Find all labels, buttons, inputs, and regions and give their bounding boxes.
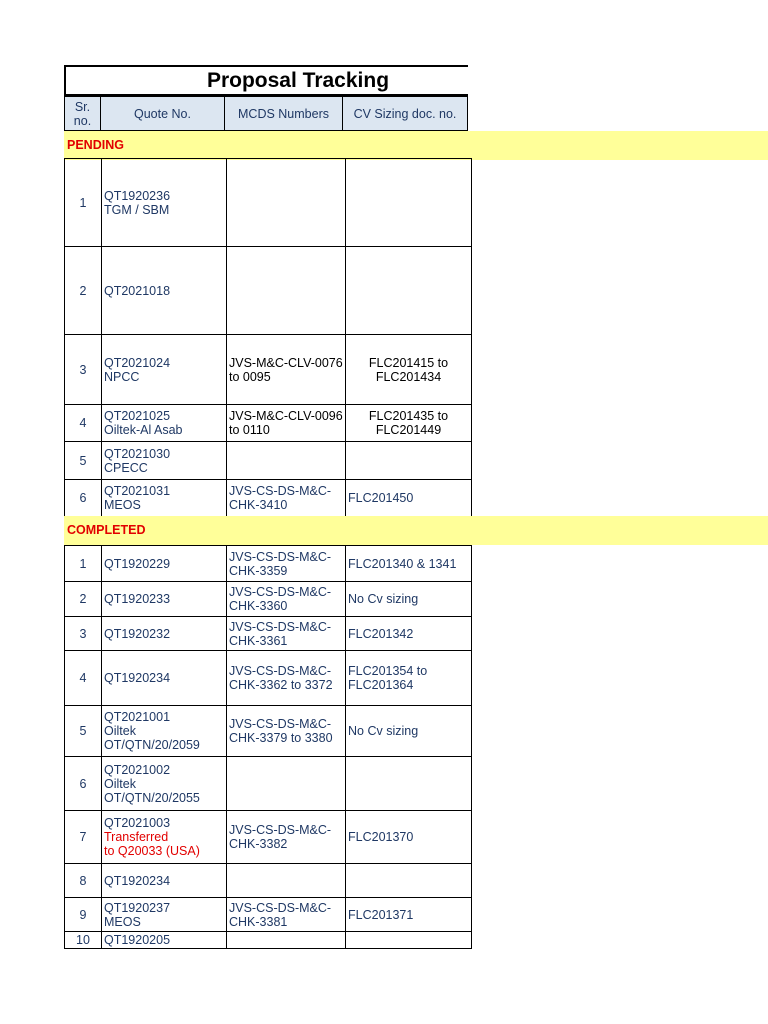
cell-line: QT2021024 (104, 355, 171, 370)
mcds-cell (227, 617, 346, 651)
cell-line: CHK-3381 (229, 914, 288, 929)
cell-line: Transferred (104, 830, 169, 844)
quote-cell (102, 442, 227, 480)
cell-line: QT1920233 (104, 592, 171, 606)
sr-cell: 1 (65, 546, 102, 582)
mcds-cell (227, 932, 346, 949)
sr-cell: 10 (65, 932, 102, 949)
table-row (65, 617, 472, 651)
sr-cell: 1 (65, 159, 102, 247)
cell-line: NPCC (104, 369, 140, 384)
cell-line: QT1920234 (104, 873, 171, 888)
cell-line: Oiltek-Al Asab (104, 423, 183, 437)
cell-line: FLC201354 to (348, 664, 428, 678)
table-row (65, 405, 472, 442)
sr-cell: 3 (65, 617, 102, 651)
cell-line: QT2021025 (104, 409, 171, 423)
cell-line: CHK-3360 (229, 599, 288, 613)
cv-cell (346, 442, 472, 480)
table-row (65, 159, 472, 247)
quote-cell (102, 898, 227, 932)
cell-line: CHK-3361 (229, 633, 288, 648)
cv-cell (346, 582, 472, 617)
table-row (65, 706, 472, 757)
mcds-cell (227, 159, 346, 247)
cell-line: JVS-CS-DS-M&C- (229, 664, 332, 678)
mcds-cell (227, 811, 346, 864)
cell-line: Oiltek (104, 724, 136, 738)
quote-cell (102, 480, 227, 517)
table-row (65, 932, 472, 949)
mcds-cell (227, 898, 346, 932)
mcds-cell (227, 480, 346, 517)
cell-line: QT1920234 (104, 671, 171, 685)
cell-line: JVS-M&C-CLV-0096 (229, 409, 343, 423)
sr-cell: 6 (65, 757, 102, 811)
cell-line: MEOS (104, 498, 141, 512)
cell-line: QT1920232 (104, 626, 171, 641)
cell-line: No Cv sizing (348, 724, 419, 738)
cell-line: CPECC (104, 460, 148, 475)
mcds-cell (227, 335, 346, 405)
table-row (65, 546, 472, 582)
quote-cell (102, 811, 227, 864)
mcds-cell (227, 757, 346, 811)
mcds-cell (227, 546, 346, 582)
mcds-cell (227, 442, 346, 480)
table-row (65, 898, 472, 932)
quote-cell (102, 405, 227, 442)
quote-cell (102, 757, 227, 811)
cell-line: OT/QTN/20/2059 (104, 738, 200, 752)
title-box (64, 65, 468, 96)
cell-line: FLC201342 (348, 626, 414, 641)
quote-cell (102, 335, 227, 405)
mcds-cell (227, 582, 346, 617)
cv-cell (346, 706, 472, 757)
cv-cell (346, 546, 472, 582)
cell-line: JVS-CS-DS-M&C- (229, 717, 332, 731)
pending-table (64, 158, 472, 517)
cv-cell (346, 247, 472, 335)
pending-band (64, 131, 768, 160)
quote-cell (102, 864, 227, 898)
quote-cell (102, 706, 227, 757)
cv-cell (346, 480, 472, 517)
completed-label: COMPLETED (67, 523, 146, 537)
table-row (65, 480, 472, 517)
header-sr: Sr. no. (64, 96, 101, 131)
cell-line: CHK-3362 to 3372 (229, 678, 333, 692)
table-row (65, 582, 472, 617)
sr-cell: 2 (65, 247, 102, 335)
cv-cell (346, 335, 472, 405)
cell-line: JVS-M&C-CLV-0076 (229, 355, 343, 370)
table-row (65, 864, 472, 898)
cv-cell (346, 864, 472, 898)
quote-cell (102, 651, 227, 706)
cell-line: FLC201340 & 1341 (348, 556, 457, 571)
mcds-cell (227, 651, 346, 706)
cell-line: CHK-3410 (229, 498, 288, 512)
cell-line: FLC201364 (348, 678, 414, 692)
cell-line: to 0110 (229, 423, 270, 437)
cv-cell (346, 617, 472, 651)
sr-cell: 7 (65, 811, 102, 864)
cell-line: QT2021002 (104, 762, 171, 777)
cell-line: to 0095 (229, 369, 271, 384)
cell-line: FLC201450 (348, 491, 414, 505)
cell-line: to Q20033 (USA) (104, 844, 200, 858)
table-row (65, 335, 472, 405)
table-row (65, 247, 472, 335)
sr-cell: 9 (65, 898, 102, 932)
cell-line: JVS-CS-DS-M&C- (229, 585, 332, 599)
cv-cell (346, 932, 472, 949)
cell-line: QT2021018 (104, 283, 171, 298)
mcds-cell (227, 405, 346, 442)
cell-line: JVS-CS-DS-M&C- (229, 549, 332, 564)
cell-line: Oiltek (104, 776, 136, 791)
sr-cell: 5 (65, 442, 102, 480)
mcds-cell (227, 247, 346, 335)
cell-line: FLC201435 to (368, 409, 449, 423)
sr-cell: 4 (65, 405, 102, 442)
page-title: Proposal Tracking (206, 69, 390, 92)
mcds-cell (227, 864, 346, 898)
sr-cell: 3 (65, 335, 102, 405)
cell-line: No Cv sizing (348, 592, 419, 606)
cell-line: QT1920229 (104, 556, 171, 571)
cv-cell (346, 811, 472, 864)
cell-line: QT1920236 (104, 188, 171, 203)
sr-cell: 6 (65, 480, 102, 517)
mcds-cell (227, 706, 346, 757)
cell-line: CHK-3379 to 3380 (229, 731, 333, 745)
cell-line: FLC201371 (348, 907, 414, 922)
cell-line: QT1920237 (104, 900, 171, 915)
cell-line: FLC201449 (375, 423, 442, 437)
cv-cell (346, 405, 472, 442)
cell-line: FLC201415 to (368, 355, 449, 370)
table-row (65, 442, 472, 480)
quote-cell (102, 617, 227, 651)
cell-line: JVS-CS-DS-M&C- (229, 823, 332, 837)
quote-cell (102, 247, 227, 335)
cell-line: CHK-3359 (229, 563, 288, 578)
cell-line: TGM / SBM (104, 202, 170, 217)
header-cv: CV Sizing doc. no. (342, 96, 468, 131)
sr-cell: 2 (65, 582, 102, 617)
cell-line: OT/QTN/20/2055 (104, 790, 200, 805)
quote-cell (102, 932, 227, 949)
cell-line: MEOS (104, 914, 141, 929)
cv-cell (346, 757, 472, 811)
cell-line: QT1920205 (104, 933, 171, 947)
cell-line: QT2021030 (104, 446, 171, 461)
sr-cell: 8 (65, 864, 102, 898)
cv-cell (346, 651, 472, 706)
cell-line: JVS-CS-DS-M&C- (229, 619, 332, 634)
table-row (65, 651, 472, 706)
cell-line: FLC201434 (375, 369, 442, 384)
cell-line: QT2021001 (104, 710, 171, 724)
quote-cell (102, 546, 227, 582)
completed-table (64, 545, 472, 949)
completed-band (64, 516, 768, 545)
sr-cell: 4 (65, 651, 102, 706)
cell-line: CHK-3382 (229, 837, 288, 851)
cv-cell (346, 159, 472, 247)
cv-cell (346, 898, 472, 932)
cell-line: QT2021003 (104, 816, 171, 830)
table-row (65, 757, 472, 811)
cell-line: JVS-CS-DS-M&C- (229, 484, 332, 498)
header-quote: Quote No. (100, 96, 225, 131)
header-mcds: MCDS Numbers (224, 96, 343, 131)
cell-line: JVS-CS-DS-M&C- (229, 900, 332, 915)
cell-line: QT2021031 (104, 484, 171, 498)
sr-cell: 5 (65, 706, 102, 757)
quote-cell (102, 159, 227, 247)
table-row (65, 811, 472, 864)
cell-line: FLC201370 (348, 830, 414, 844)
pending-label: PENDING (67, 138, 124, 152)
quote-cell (102, 582, 227, 617)
